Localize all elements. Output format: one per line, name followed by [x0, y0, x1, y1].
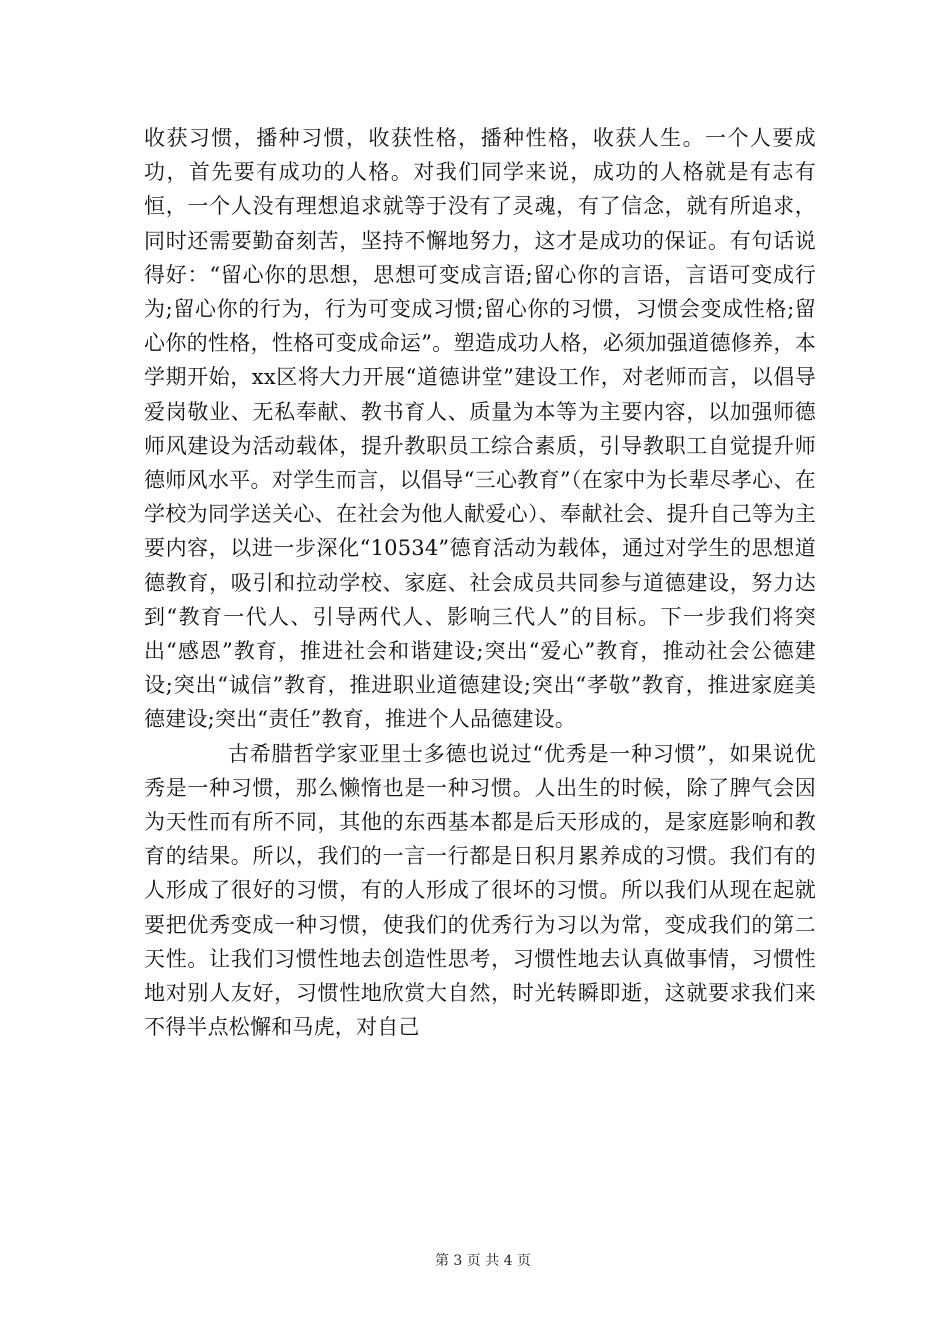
paragraph-habits-character: 收获习惯，播种习惯，收获性格，播种性格，收获人生。一个人要成功，首先要有成功的人格。对我们同学来说，成功的人格就是有志有恒，一个人没有理想追求就等于没有了灵魂，有了信念，就有所追求，同时还需要勤奋刻苦，坚持不懈地努力，这才是成功的保证。有句话说得好：“留心你的思想，思想可变成言语;留心你的言语，言语可变成行为;留心你的行为，行为可变成习惯;留心你的习惯，习惯会变成性格;留心你的性格，性格可变成命运”。塑造成功人格，必须加强道德修养，本学期开始，xx区将大力开展“道德讲堂”建设工作，对老师而言，以倡导爱岗敬业、无私奉献、教书育人、质量为本等为主要内容，以加强师德师风建设为活动载体，提升教职员工综合素质，引导教职工自觉提升师德师风水平。对学生而言，以倡导“三心教育”（在家中为长辈尽孝心、在学校为同学送关心、在社会为他人献爱心）、奉献社会、提升自己等为主要内容，以进一步深化“10534”德育活动为载体，通过对学生的思想道德教育，吸引和拉动学校、家庭、社会成员共同参与道德建设，努力达到“教育一代人、引导两代人、影响三代人”的目标。下一步我们将突出“感恩”教育，推进社会和谐建设;突出“爱心”教育，推动社会公德建设;突出“诚信”教育，推进职业道德建设;突出“孝敬”教育，推进家庭美德建设;突出“责任”教育，推进个人品德建设。	[144, 126, 816, 732]
page-number-label: 第 3 页 共 4 页	[434, 1253, 532, 1269]
page-footer	[0, 1252, 950, 1270]
document-body	[144, 121, 816, 1044]
paragraph-aristotle-quote: 古希腊哲学家亚里士多德也说过“优秀是一种习惯”，如果说优秀是一种习惯，那么懒惰也是一种习惯。人出生的时候，除了脾气会因为天性而有所不同，其他的东西基本都是后天形成的，是家庭影响和教育的结果。所以，我们的一言一行都是日积月累养成的习惯。我们有的人形成了很好的习惯，有的人形成了很坏的习惯。所以我们从现在起就要把优秀变成一种习惯，使我们的优秀行为习以为常，变成我们的第二天性。让我们习惯性地去创造性思考，习惯性地去认真做事情，习惯性地对别人友好，习惯性地欣赏大自然，时光转瞬即逝，这就要求我们来不得半点松懈和马虎，对自己	[144, 741, 816, 1040]
